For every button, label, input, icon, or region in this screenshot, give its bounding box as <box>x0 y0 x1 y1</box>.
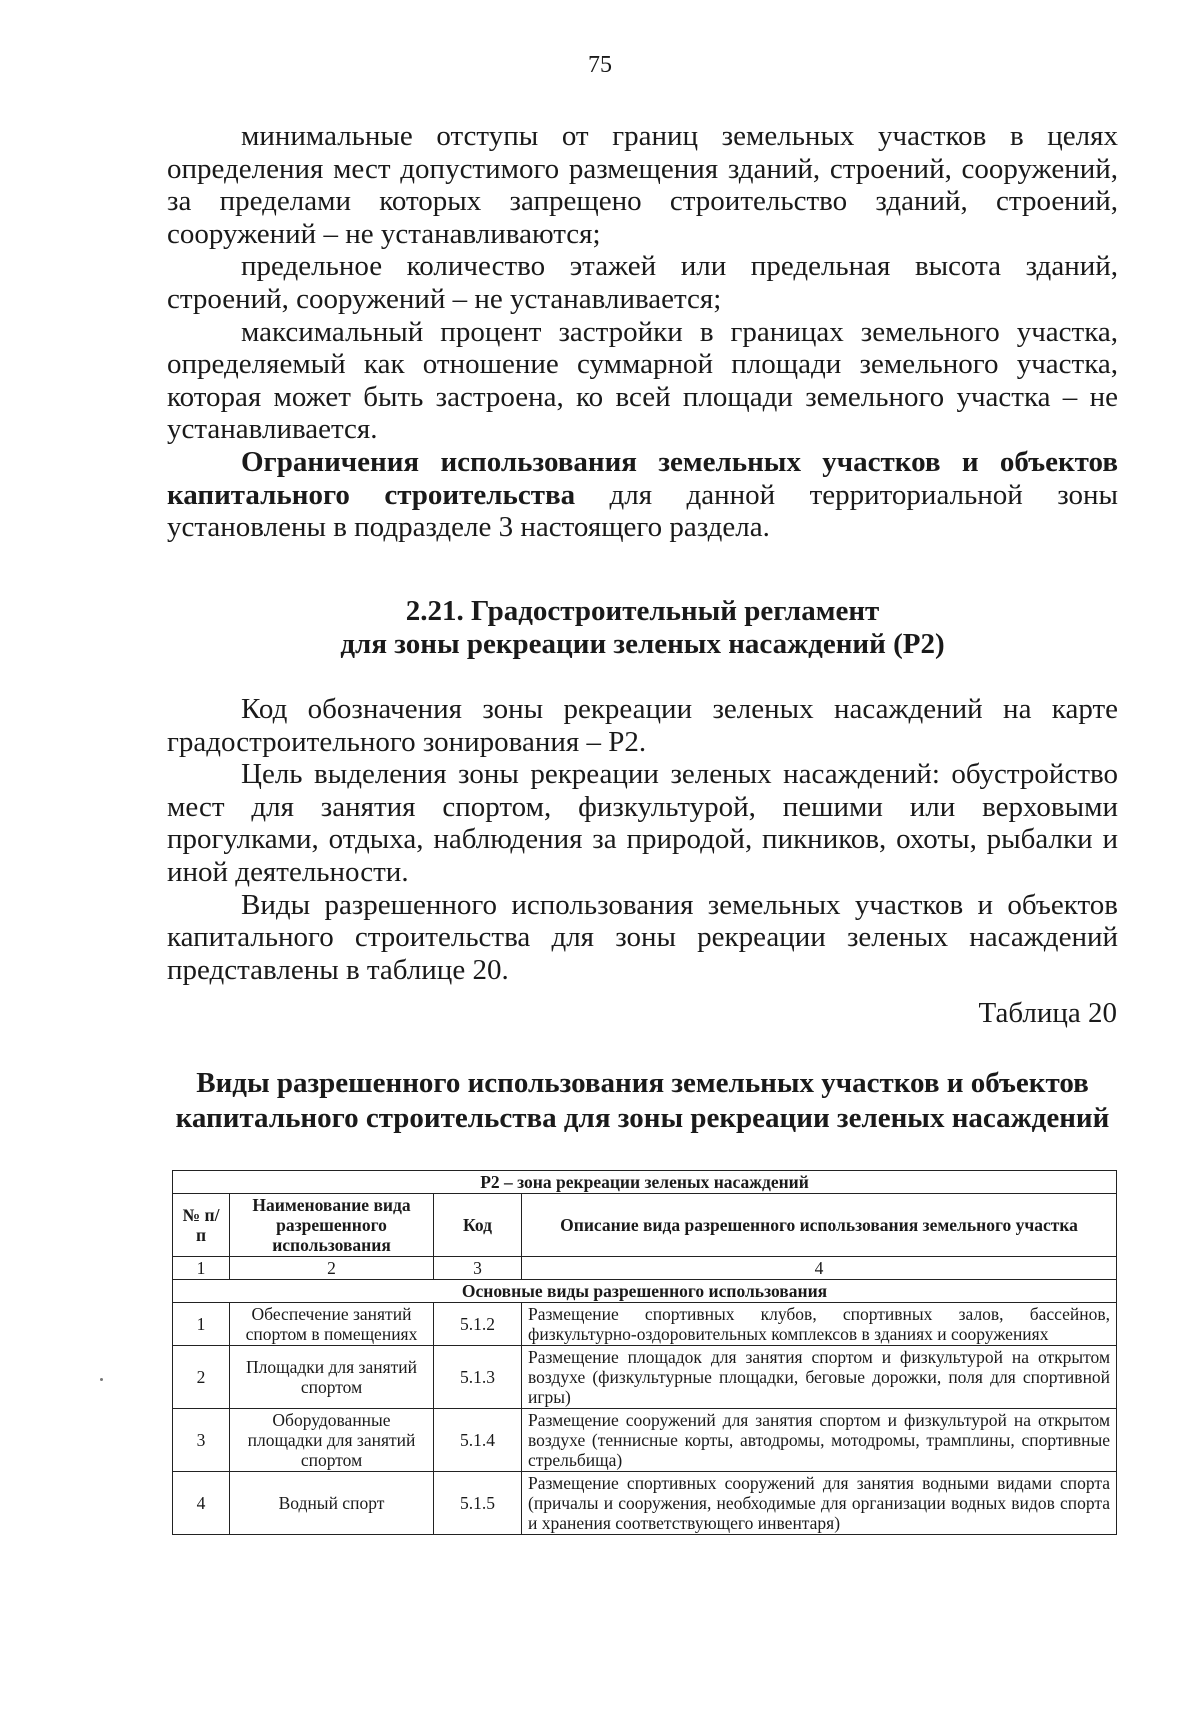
column-number-cell: 3 <box>434 1257 522 1280</box>
restrictions-bold-text: Ограничения использования земельных участков и объектов капитального строительства <box>167 445 1118 511</box>
column-number-cell: 2 <box>230 1257 434 1280</box>
table-title <box>150 1066 1135 1136</box>
row-number-cell: 1 <box>173 1303 230 1346</box>
table-title-line-2: капитального строительства для зоны рекреации зеленых насаждений <box>175 1102 1110 1134</box>
row-code-cell: 5.1.2 <box>434 1303 522 1346</box>
row-number-cell: 3 <box>173 1409 230 1472</box>
page-number: 75 <box>588 52 612 78</box>
table-row <box>173 1346 1117 1409</box>
column-number-cell: 4 <box>522 1257 1117 1280</box>
row-number-cell: 2 <box>173 1346 230 1409</box>
row-description-cell: Размещение площадок для занятия спортом и физкультурой на открытом воздухе (физкультурные площадки, беговые дорожки, поля для спортивной игры) <box>522 1346 1117 1409</box>
restrictions-rest-text: для данной территориальной зоны установлены в подразделе 3 настоящего раздела. <box>167 478 1119 544</box>
table-row <box>173 1409 1117 1472</box>
section-heading-line-1: 2.21. Градостроительный регламент <box>405 595 880 627</box>
header-name: Наименование вида разрешенного использования <box>230 1194 434 1257</box>
group-header-cell: Основные виды разрешенного использования <box>173 1280 1117 1303</box>
row-name-cell: Обеспечение занятий спортом в помещениях <box>230 1303 434 1346</box>
paragraph-building-percent: максимальный процент застройки в границах земельного участка, определяемый как отношение суммарной площади земельного участка, которая может быть застроена, ко всей площади земельного участка – не устанавливается. <box>167 315 1118 446</box>
group-header-row <box>173 1280 1117 1303</box>
section-heading <box>167 595 1118 660</box>
intro-text <box>167 120 1118 544</box>
row-description-cell: Размещение спортивных клубов, спортивных залов, бассейнов, физкультурно-оздоровительных комплексов в зданиях и сооружениях <box>522 1303 1117 1346</box>
row-number-cell: 4 <box>173 1472 230 1535</box>
header-code: Код <box>434 1194 522 1257</box>
table-zone-header-row <box>173 1171 1117 1194</box>
table-row <box>173 1472 1117 1535</box>
row-name-cell: Оборудованные площадки для занятий спортом <box>230 1409 434 1472</box>
header-number: № п/п <box>173 1194 230 1257</box>
column-number-row <box>173 1257 1117 1280</box>
table-label: Таблица 20 <box>978 997 1117 1029</box>
table-title-line-1: Виды разрешенного использования земельных участков и объектов <box>196 1067 1089 1099</box>
paragraph-table-reference: Виды разрешенного использования земельных участков и объектов капитального строительства для зоны рекреации зеленых насаждений представлены в таблице 20. <box>167 888 1118 986</box>
row-code-cell: 5.1.3 <box>434 1346 522 1409</box>
header-description: Описание вида разрешенного использования земельного участка <box>522 1194 1117 1257</box>
zone-description-text <box>167 693 1118 986</box>
paragraph-zone-code: Код обозначения зоны рекреации зеленых насаждений на карте градостроительного зонирования – Р2. <box>167 693 1118 758</box>
row-code-cell: 5.1.4 <box>434 1409 522 1472</box>
paragraph-setbacks: минимальные отступы от границ земельных участков в целях определения мест допустимого размещения зданий, строений, сооружений, за пределами которых запрещено строительство зданий, строений, сооружений – не устанавливаются; <box>167 120 1118 250</box>
row-description-cell: Размещение сооружений для занятия спортом и физкультурой на открытом воздухе (теннисные корты, автодромы, мотодромы, трамплины, спортивные стрельбища) <box>522 1409 1117 1472</box>
permitted-uses-table <box>172 1170 1117 1535</box>
row-code-cell: 5.1.5 <box>434 1472 522 1535</box>
section-heading-line-2: для зоны рекреации зеленых насаждений (Р2) <box>340 627 945 660</box>
row-name-cell: Водный спорт <box>230 1472 434 1535</box>
scan-speck <box>100 1378 103 1381</box>
paragraph-floors: предельное количество этажей или предельная высота зданий, строений, сооружений – не устанавливается; <box>167 250 1118 315</box>
table-header-row <box>173 1194 1117 1257</box>
row-description-cell: Размещение спортивных сооружений для занятия водными видами спорта (причалы и сооружения, необходимые для организации водных видов спорта и хранения соответствующего инвентаря) <box>522 1472 1117 1535</box>
column-number-cell: 1 <box>173 1257 230 1280</box>
paragraph-restrictions <box>167 446 1118 544</box>
row-name-cell: Площадки для занятий спортом <box>230 1346 434 1409</box>
zone-header-cell: Р2 – зона рекреации зеленых насаждений <box>173 1171 1117 1194</box>
paragraph-zone-purpose: Цель выделения зоны рекреации зеленых насаждений: обустройство мест для занятия спортом, физкультурой, пешими или верховыми прогулками, отдыха, наблюдения за природой, пикников, охоты, рыбалки и иной деятельности. <box>167 758 1118 888</box>
table-row <box>173 1303 1117 1346</box>
